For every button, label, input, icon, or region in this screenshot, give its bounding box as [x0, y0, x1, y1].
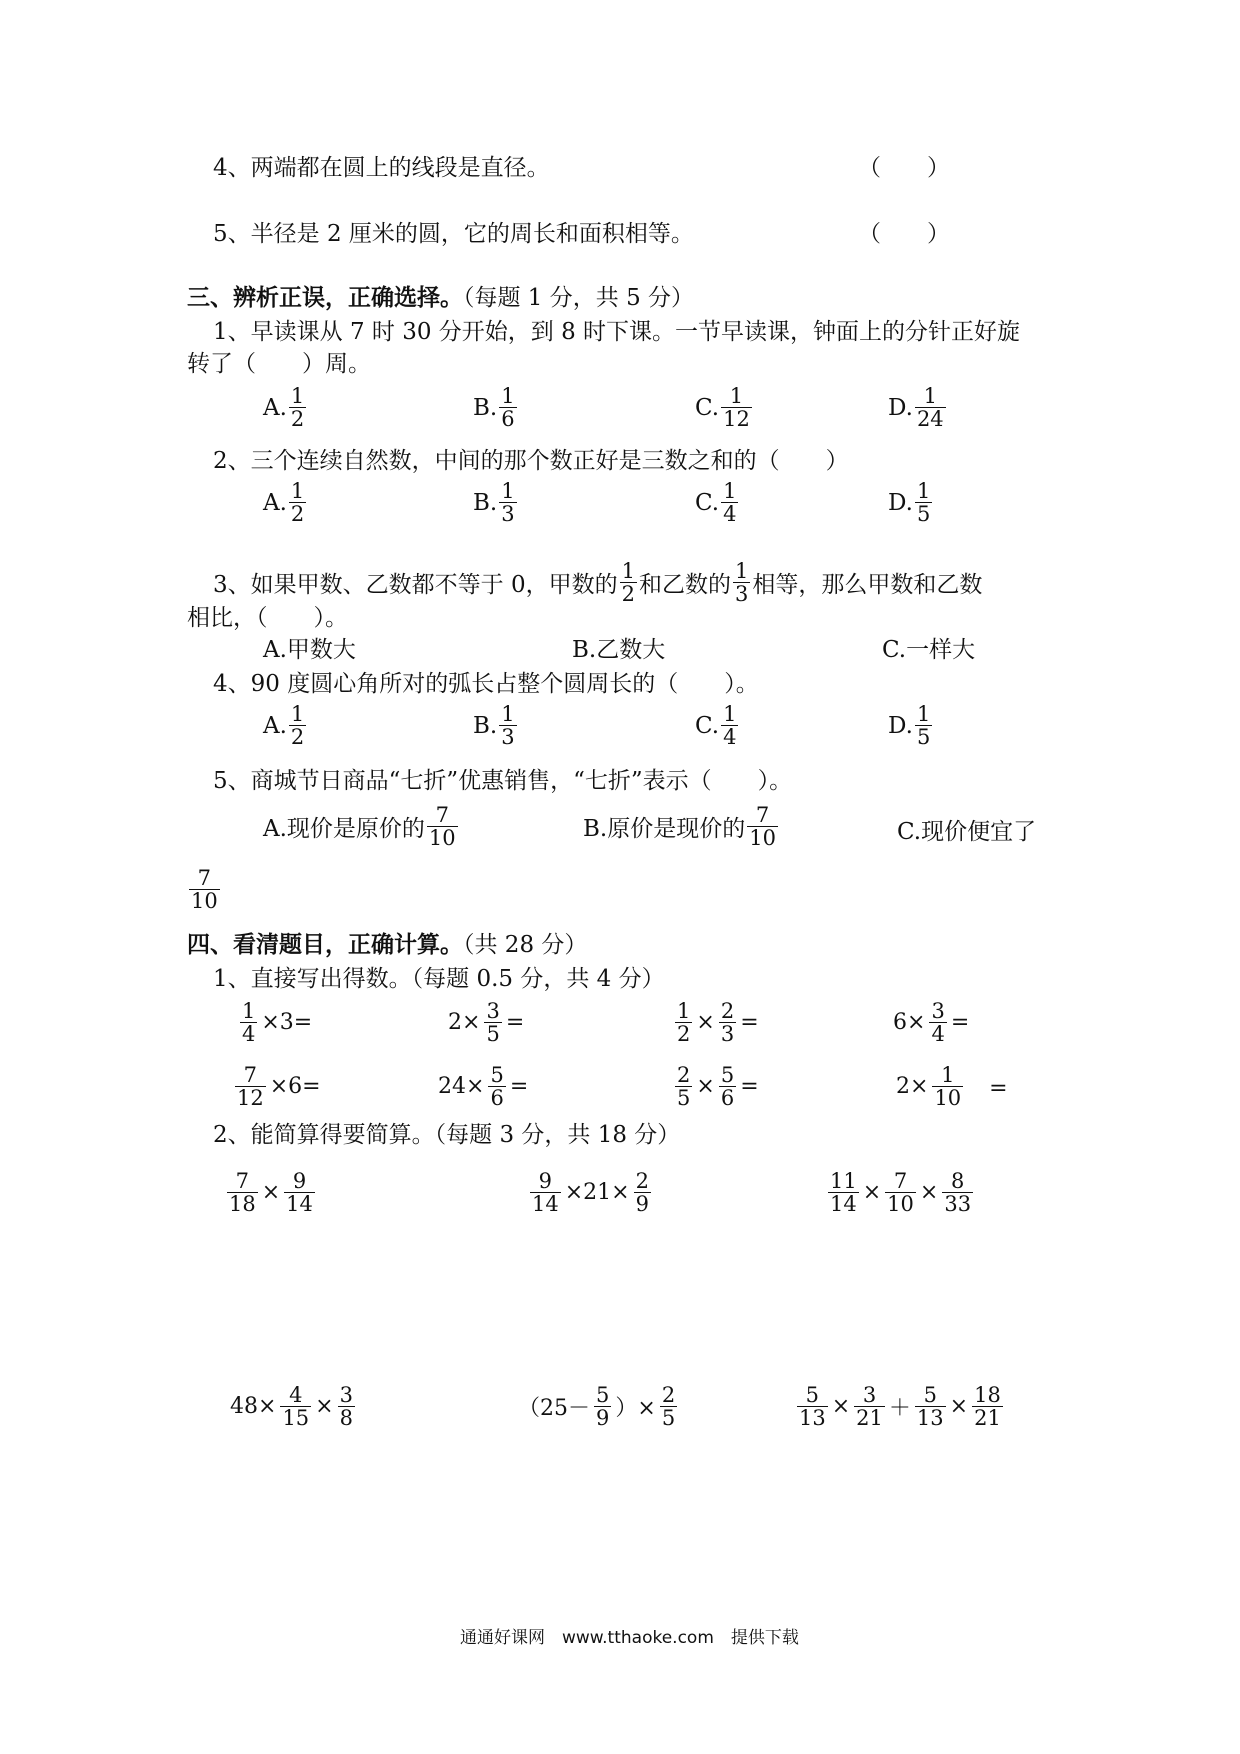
simplify-item: $\frac{9}{14}$ ×21× $\frac{2}{9}$ — [532, 1169, 649, 1216]
option-a: A. $\frac{1}{2}$ — [263, 702, 305, 749]
question-3-3-cont: 相比，（ ）。 — [187, 605, 348, 631]
option-b: B.原价是现价的 $\frac{7}{10}$ — [583, 803, 776, 850]
option-c: C.现价便宜了 — [897, 819, 1037, 845]
section-3-heading: 三、辨析正误，正确选择。（每题 1 分，共 5 分） — [187, 285, 695, 311]
option-c: C.一样大 — [882, 637, 976, 663]
question-3-2: 2、三个连续自然数，中间的那个数正好是三数之和的（ ） — [213, 448, 849, 474]
question-3-1: 1、早读课从 7 时 30 分开始，到 8 时下课。一节早读课，钟面上的分针正好旋 — [213, 319, 1021, 345]
question-2-4: 4、两端都在圆上的线段是直径。 — [213, 155, 550, 181]
direct-calc-item: $\frac{2}{5}$ × $\frac{5}{6}$ = — [677, 1063, 759, 1110]
option-b: B.乙数大 — [572, 637, 666, 663]
simplify-item: 48× $\frac{4}{15}$ × $\frac{3}{8}$ — [230, 1383, 353, 1430]
option-a: A. $\frac{1}{2}$ — [263, 384, 305, 431]
direct-calc-item: $\frac{1}{4}$ ×3= — [242, 999, 313, 1046]
option-b: B. $\frac{1}{3}$ — [473, 702, 515, 749]
direct-calc-item: $\frac{7}{12}$ ×6= — [237, 1063, 321, 1110]
option-b: B. $\frac{1}{3}$ — [473, 479, 515, 526]
option-d: D. $\frac{1}{5}$ — [888, 702, 931, 749]
option-a: A. $\frac{1}{2}$ — [263, 479, 305, 526]
answer-paren: （ ） — [858, 155, 950, 181]
simplify-item: （25－ $\frac{5}{9}$ ）× $\frac{2}{5}$ — [518, 1383, 676, 1430]
page-footer: 通通好课网 www.tthaoke.com 提供下载 — [460, 1628, 799, 1648]
direct-calc-item: 6× $\frac{3}{4}$ = — [893, 999, 970, 1046]
subsection-4-1: 1、直接写出得数。（每题 0.5 分，共 4 分） — [213, 966, 665, 992]
section-4-heading: 四、看清题目，正确计算。（共 28 分） — [187, 932, 588, 958]
simplify-item: $\frac{5}{13}$ × $\frac{3}{21}$ ＋ $\frac{5}{13}$ × $\frac{18}{21}$ — [799, 1383, 1001, 1430]
option-c: C. $\frac{1}{4}$ — [695, 702, 737, 749]
question-3-5: 5、商城节日商品“七折”优惠销售，“七折”表示（ ）。 — [213, 768, 793, 794]
question-3-1-cont: 转了（ ）周。 — [187, 351, 371, 377]
direct-calc-item: 2× $\frac{1}{10}$ = — [896, 1063, 1008, 1110]
direct-calc-item: $\frac{1}{2}$ × $\frac{2}{3}$ = — [677, 999, 759, 1046]
option-a: A.甲数大 — [263, 637, 356, 663]
answer-paren: （ ） — [858, 221, 950, 247]
option-c-fraction: $\frac{7}{10}$ — [191, 866, 218, 913]
question-3-3: 3、如果甲数、乙数都不等于 0，甲数的 $\frac{1}{2}$ 和乙数的 $\frac{1}{3}$ 相等，那么甲数和乙数 — [213, 559, 983, 606]
option-a: A.现价是原价的 $\frac{7}{10}$ — [263, 803, 456, 850]
subsection-4-2: 2、能简算得要简算。（每题 3 分，共 18 分） — [213, 1122, 681, 1148]
option-d: D. $\frac{1}{24}$ — [888, 384, 944, 431]
simplify-item: $\frac{11}{14}$ × $\frac{7}{10}$ × $\frac{8}{33}$ — [830, 1169, 972, 1216]
question-3-4: 4、90 度圆心角所对的弧长占整个圆周长的（ ）。 — [213, 671, 759, 697]
question-2-5: 5、半径是 2 厘米的圆，它的周长和面积相等。 — [213, 221, 694, 247]
option-d: D. $\frac{1}{5}$ — [888, 479, 931, 526]
direct-calc-item: 24× $\frac{5}{6}$ = — [438, 1063, 529, 1110]
simplify-item: $\frac{7}{18}$ × $\frac{9}{14}$ — [229, 1169, 313, 1216]
direct-calc-item: 2× $\frac{3}{5}$ = — [448, 999, 525, 1046]
option-c: C. $\frac{1}{4}$ — [695, 479, 737, 526]
option-c: C. $\frac{1}{12}$ — [695, 384, 750, 431]
option-b: B. $\frac{1}{6}$ — [473, 384, 515, 431]
